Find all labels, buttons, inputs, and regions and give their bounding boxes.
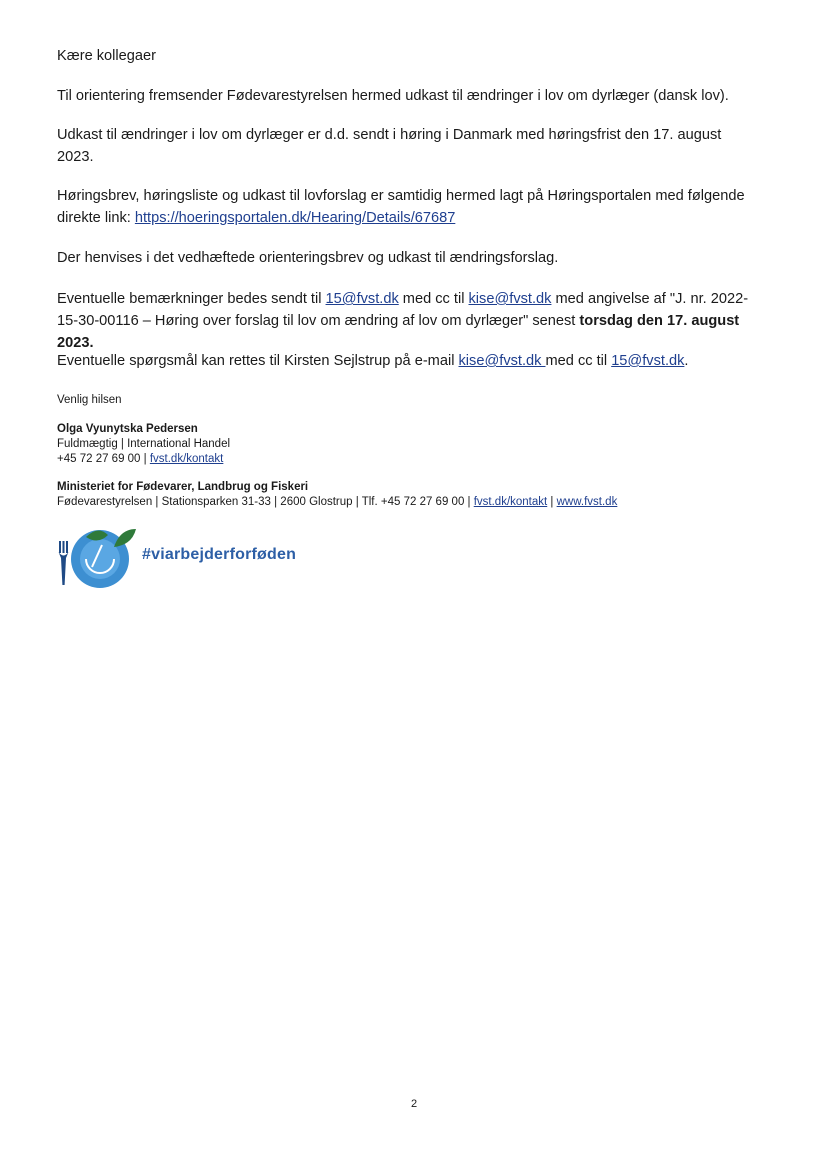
ministry-address-line	[57, 495, 617, 510]
hashtag-text: #viarbejderforføden	[142, 546, 297, 563]
comments-text-4: 15-30-00116 – Høring over forslag til lov om ændring af lov om dyrlæger" senest	[57, 313, 580, 329]
questions-text-1: Eventuelle spørgsmål kan rettes til Kirsten Sejlstrup på e-mail	[57, 353, 459, 369]
comments-line-2	[57, 310, 792, 332]
deadline-bold: torsdag den 17. august	[579, 313, 740, 329]
ministry-website-link[interactable]: www.fvst.dk	[556, 496, 618, 508]
email-link-kise[interactable]: kise@fvst.dk	[468, 291, 552, 307]
comments-text-3: med angivelse af "J. nr. 2022-	[551, 291, 749, 307]
signer-title: Fuldmægtig | International Handel	[57, 438, 231, 450]
hearing-line-2: 2023.	[57, 149, 94, 165]
ministry-address: Fødevarestyrelsen | Stationsparken 31-33 | 2600 Glostrup | Tlf. +45 72 27 69 00 |	[57, 496, 474, 508]
paragraph-intro: Til orientering fremsender Fødevarestyrelsen hermed udkast til ændringer i lov om dyrlæger (dansk lov).	[57, 88, 729, 104]
portal-line-1: Høringsbrev, høringsliste og udkast til lovforslag er samtidig hermed lagt på Høringsportalen med følgende	[57, 188, 745, 204]
page-number: 2	[410, 1098, 418, 1110]
questions-text-3: .	[684, 353, 689, 369]
portal-line-2	[57, 207, 792, 229]
paragraph-portal	[57, 185, 792, 229]
paragraph-questions	[57, 350, 792, 372]
portal-prefix: direkte link:	[57, 210, 135, 226]
signer-name: Olga Vyunytska Pedersen	[57, 423, 198, 435]
ministry-name: Ministeriet for Fødevarer, Landbrug og Fiskeri	[57, 481, 309, 493]
signature-block	[57, 422, 230, 467]
fork-icon	[59, 541, 69, 585]
email-link-15[interactable]: 15@fvst.dk	[325, 291, 399, 307]
email-link-15-2[interactable]: 15@fvst.dk	[611, 353, 685, 369]
signer-phone-line	[57, 452, 230, 467]
ministry-block	[57, 480, 617, 510]
questions-text-2: med cc til	[545, 353, 612, 369]
hearing-line-1: Udkast til ændringer i lov om dyrlæger er d.d. sendt i høring i Danmark med høringsfrist den 17. august	[57, 127, 722, 143]
portal-link[interactable]: https://hoeringsportalen.dk/Hearing/Details/67687	[134, 210, 456, 226]
paragraph-hearing	[57, 124, 792, 168]
signer-contact-link[interactable]: fvst.dk/kontakt	[149, 453, 224, 465]
salutation: Kære kollegaer	[57, 48, 156, 64]
email-link-kise-2[interactable]: kise@fvst.dk	[458, 353, 546, 369]
paragraph-comments	[57, 288, 792, 354]
comments-line-1	[57, 288, 792, 310]
paragraph-reference: Der henvises i det vedhæftede orienteringsbrev og udkast til ændringsforslag.	[57, 250, 559, 266]
ministry-contact-link[interactable]: fvst.dk/kontakt	[473, 496, 548, 508]
ministry-sep: |	[547, 496, 557, 508]
comments-text-1: Eventuelle bemærkninger bedes sendt til	[57, 291, 326, 307]
closing: Venlig hilsen	[57, 394, 122, 406]
deadline-year-bold: 2023.	[57, 335, 94, 351]
comments-text-2: med cc til	[398, 291, 469, 307]
signer-phone: +45 72 27 69 00 |	[57, 453, 150, 465]
